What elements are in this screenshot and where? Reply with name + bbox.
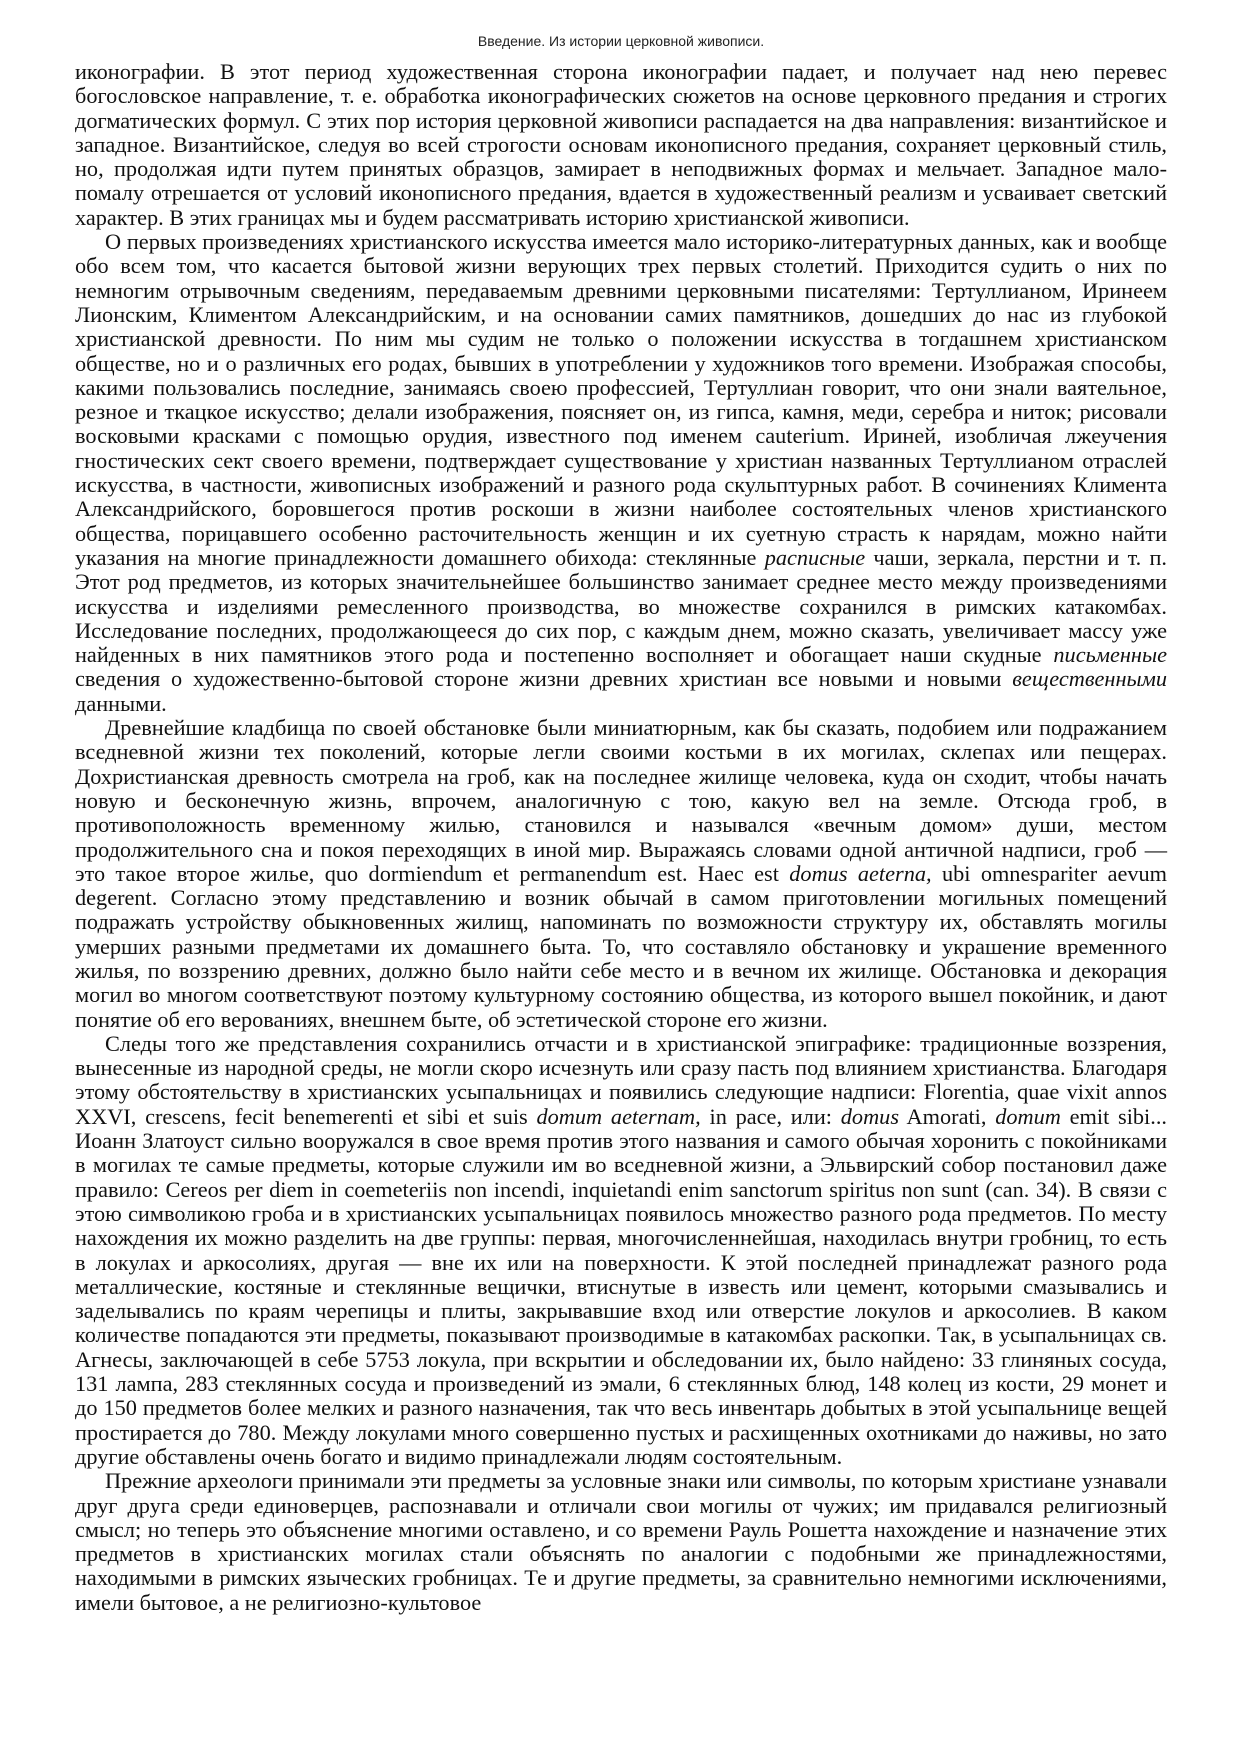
paragraph-text: сведения о художественно-бытовой стороне жизни древних христиан все новыми и новыми xyxy=(75,666,1013,692)
paragraph xyxy=(75,1469,1167,1615)
paragraph-text: ubi omnespariter aevum degerent. Согласно этому представлению и возник обычай в самом приготовлении могильных помещений подражать устройству обыкновенных жилищ, напоминать по возможности структуру их, обставлять могилы умерших разными предметами их домашнего быта. То, что составляло обстановку и украшение временного жилья, по воззрению древних, должно было найти себе место и в вечном их жилище. Обстановка и декорация могил во многом соответствуют поэтому культурному состоянию общества, из которого вышел покойник, и дают понятие об его верованиях, внешнем быте, об эстетической стороне его жизни. xyxy=(75,860,1168,1032)
paragraph-text: данными. xyxy=(75,690,167,716)
paragraph xyxy=(75,60,1167,230)
paragraph xyxy=(75,230,1167,716)
paragraph xyxy=(75,1032,1167,1469)
paragraph-text: иконографии. В этот период художественная сторона иконографии падает, и получает над нею перевес богословское направление, т. е. обработка иконографических сюжетов на основе церковного предания и строгих догматических формул. С этих пор история церковной живописи распадается на два направления: византийское и западное. Византийское, следуя во всей строгости основам иконописного предания, сохраняет церковный стиль, но, продолжая идти путем принятых образцов, замирает в неподвижных формах и мельчает. Западное мало-помалу отрешается от условий иконописного предания, вдается в художественный реализм и усваивает светский характер. В этих границах мы и будем рассматривать историю христианской живописи. xyxy=(75,59,1167,230)
body-text xyxy=(75,60,1167,1615)
italic-text: domum aeternam, xyxy=(536,1103,701,1129)
paragraph-text: Древнейшие кладбища по своей обстановке были миниатюрным, как бы сказать, подобием или подражанием вседневной жизни тех поколений, которые легли своими костьми в их могилах, склепах или пещерах. Дохристианская древность смотрела на гроб, как на последнее жилище человека, куда он сходит, чтобы начать новую и бесконечную жизнь, впрочем, аналогичную с тою, какую вел на земле. Отсюда гроб, в противоположность временному жилью, становился и назывался «вечным домом» души, местом продолжительного сна и покоя переходящих в иной мир. Выражаясь словами одной античной надписи, гроб — это такое второе жилье, quo dormiendum et permanendum est. Haec est xyxy=(75,715,1167,886)
italic-text: domus aeterna, xyxy=(789,860,932,886)
italic-text: письменные xyxy=(1053,642,1167,668)
paragraph-text: Amorati, xyxy=(899,1103,996,1129)
italic-text: вещественными xyxy=(1012,666,1167,692)
paragraph-text: in pace, или: xyxy=(700,1103,841,1129)
paragraph xyxy=(75,716,1167,1032)
running-head: Введение. Из истории церковной живописи. xyxy=(477,33,765,49)
paragraph-text: Следы того же представления сохранились отчасти и в христианской эпиграфике: традиционные воззрения, вынесенные из народной среды, не могли скоро исчезнуть или сразу пасть под влиянием христианства. Благодаря этому обстоятельству в христианских усыпальницах и появились следующие надписи: Florentia, quae vixit annos XXVI, crescens, fecit benemerenti et sibi et suis xyxy=(75,1030,1167,1129)
italic-text: расписные xyxy=(764,544,866,570)
paragraph-text: emit sibi... Иоанн Златоуст сильно вооружался в свое время против этого названия и самого обычая хоронить с покойниками в могилах те самые предметы, которые служили им во вседневной жизни, а Эльвирский собор постановил даже правило: Cereos per diem in coemeteriis non incendi, inquietandi enim sanctorum spiritus non sunt (can. 34). В связи с этою символикою гроба и в христианских усыпальницах появилось множество разного рода предметов. По месту нахождения их можно разделить на две группы: первая, многочисленнейшая, находилась внутри гробниц, то есть в локулах и аркосолиях, другая — вне их или на поверхности. К этой последней принадлежат разного рода металлические, костяные и стеклянные вещички, втиснутые в известь или цемент, которыми смазывались и заделывались по краям черепицы и плиты, закрывавшие вход или отверстие локулов и аркосолиев. В каком количестве попадаются эти предметы, показывают производимые в катакомбах раскопки. Так, в усыпальницах св. Агнесы, заключающей в себе 5753 локула, при вскрытии и обследовании их, было найдено: 33 глиняных сосуда, 131 лампа, 283 стеклянных сосуда и произведений из эмали, 6 стеклянных блюд, 148 колец из кости, 29 монет и до 150 предметов более мелких и разного назначения, так что весь инвентарь добытых в этой усыпальнице вещей простирается до 780. Между локулами много совершенно пустых и расхищенных охотниками до наживы, но зато другие обставлены очень богато и видимо принадлежали людям состоятельным. xyxy=(75,1103,1167,1469)
italic-text: domum xyxy=(995,1103,1061,1129)
paragraph-text: Прежние археологи принимали эти предметы за условные знаки или символы, по которым христиане узнавали друг друга среди единоверцев, распознавали и отличали свои могилы от чужих; им придавался религиозный смысл; но теперь это объяснение многими оставлено, и со времени Рауль Рошетта нахождение и назначение этих предметов в христианских могилах стали объяснять по аналогии с подобными же принадлежностями, находимыми в римских языческих гробницах. Те и другие предметы, за сравнительно немногими исключениями, имели бытовое, а не религиозно-культовое xyxy=(75,1468,1167,1615)
italic-text: domus xyxy=(840,1103,899,1129)
paragraph-text: чаши, зеркала, перстни и т. п. Этот род предметов, из которых значительнейшее большинство занимает среднее место между произведениями искусства и изделиями ремесленного производства, во множестве сохранился в римских катакомбах. Исследование последних, продолжающееся до сих пор, с каждым днем, можно сказать, увеличивает массу уже найденных в них памятников этого рода и постепенно восполняет и обогащает наши скудные xyxy=(75,544,1167,668)
paragraph-text: О первых произведениях христианского искусства имеется мало историко-литературных данных, как и вообще обо всем том, что касается бытовой жизни верующих трех первых столетий. Приходится судить о них по немногим отрывочным сведениям, передаваемым древними церковными писателями: Тертуллианом, Иринеем Лионским, Климентом Александрийским, и на основании самих памятников, дошедших до нас из глубокой христианской древности. По ним мы судим не только о положении искусства в тогдашнем христианском обществе, но и о различных его родах, бывших в употреблении у художников того времени. Изображая способы, какими пользовались последние, занимаясь своею профессией, Тертуллиан говорит, что они знали ваятельное, резное и ткацкое искусство; делали изображения, поясняет он, из гипса, камня, меди, серебра и ниток; рисовали восковыми красками с помощью орудия, известного под именем cauterium. Ириней, изобличая лжеучения гностических сект своего времени, подтверждает существование у христиан названных Тертуллианом отраслей искусства, в частности, живописных изображений и разного рода скульптурных работ. В сочинениях Климента Александрийского, боровшегося против роскоши в жизни наиболее состоятельных членов христианского общества, порицавшего особенно расточительность женщин и их суетную страсть к нарядам, можно найти указания на многие принадлежности домашнего обихода: стеклянные xyxy=(75,229,1167,570)
